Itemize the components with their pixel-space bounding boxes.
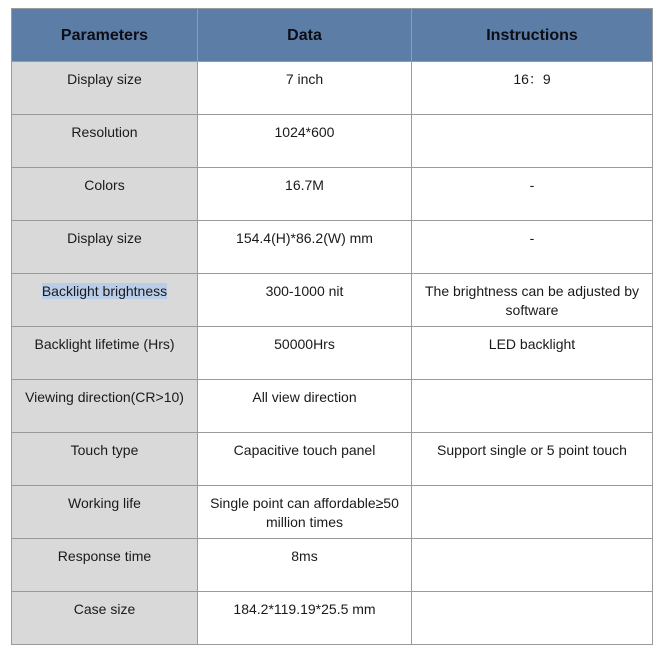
instruction-cell: The brightness can be adjusted by software: [412, 274, 653, 327]
table-row: [12, 115, 653, 168]
table-row: [12, 221, 653, 274]
header-parameters: Parameters: [12, 9, 198, 62]
data-cell: 184.2*119.19*25.5 mm: [198, 592, 412, 645]
instruction-cell: -: [412, 168, 653, 221]
instruction-cell: [412, 592, 653, 645]
table-row: [12, 62, 653, 115]
data-cell: 154.4(H)*86.2(W) mm: [198, 221, 412, 274]
table-row: [12, 274, 653, 327]
data-cell: 8ms: [198, 539, 412, 592]
data-cell: All view direction: [198, 380, 412, 433]
table-row: [12, 327, 653, 380]
data-cell: 16.7M: [198, 168, 412, 221]
instruction-cell: -: [412, 221, 653, 274]
param-cell: Case size: [12, 592, 198, 645]
param-cell: Resolution: [12, 115, 198, 168]
param-cell: Display size: [12, 62, 198, 115]
instruction-cell: [412, 486, 653, 539]
param-cell: Touch type: [12, 433, 198, 486]
table-row: [12, 539, 653, 592]
data-cell: Capacitive touch panel: [198, 433, 412, 486]
data-cell: 7 inch: [198, 62, 412, 115]
param-cell: Display size: [12, 221, 198, 274]
header-instructions: Instructions: [412, 9, 653, 62]
table-row: [12, 433, 653, 486]
data-cell: 300-1000 nit: [198, 274, 412, 327]
data-cell: 1024*600: [198, 115, 412, 168]
param-cell: Colors: [12, 168, 198, 221]
instruction-cell: LED backlight: [412, 327, 653, 380]
table-row: [12, 168, 653, 221]
instruction-cell: [412, 539, 653, 592]
data-cell: 50000Hrs: [198, 327, 412, 380]
param-cell: Backlight lifetime (Hrs): [12, 327, 198, 380]
table-row: [12, 486, 653, 539]
param-cell: Response time: [12, 539, 198, 592]
table-row: [12, 380, 653, 433]
header-data: Data: [198, 9, 412, 62]
data-cell: Single point can affordable≥50 million times: [198, 486, 412, 539]
instruction-cell: [412, 115, 653, 168]
selected-text: Backlight brightness: [41, 283, 168, 299]
header-row: [12, 9, 653, 62]
table-row: [12, 592, 653, 645]
param-cell: Viewing direction(CR>10): [12, 380, 198, 433]
instruction-cell: [412, 380, 653, 433]
instruction-cell: Support single or 5 point touch: [412, 433, 653, 486]
param-cell: [12, 274, 198, 327]
spec-table: [11, 8, 653, 645]
instruction-cell: 16：9: [412, 62, 653, 115]
param-cell: Working life: [12, 486, 198, 539]
